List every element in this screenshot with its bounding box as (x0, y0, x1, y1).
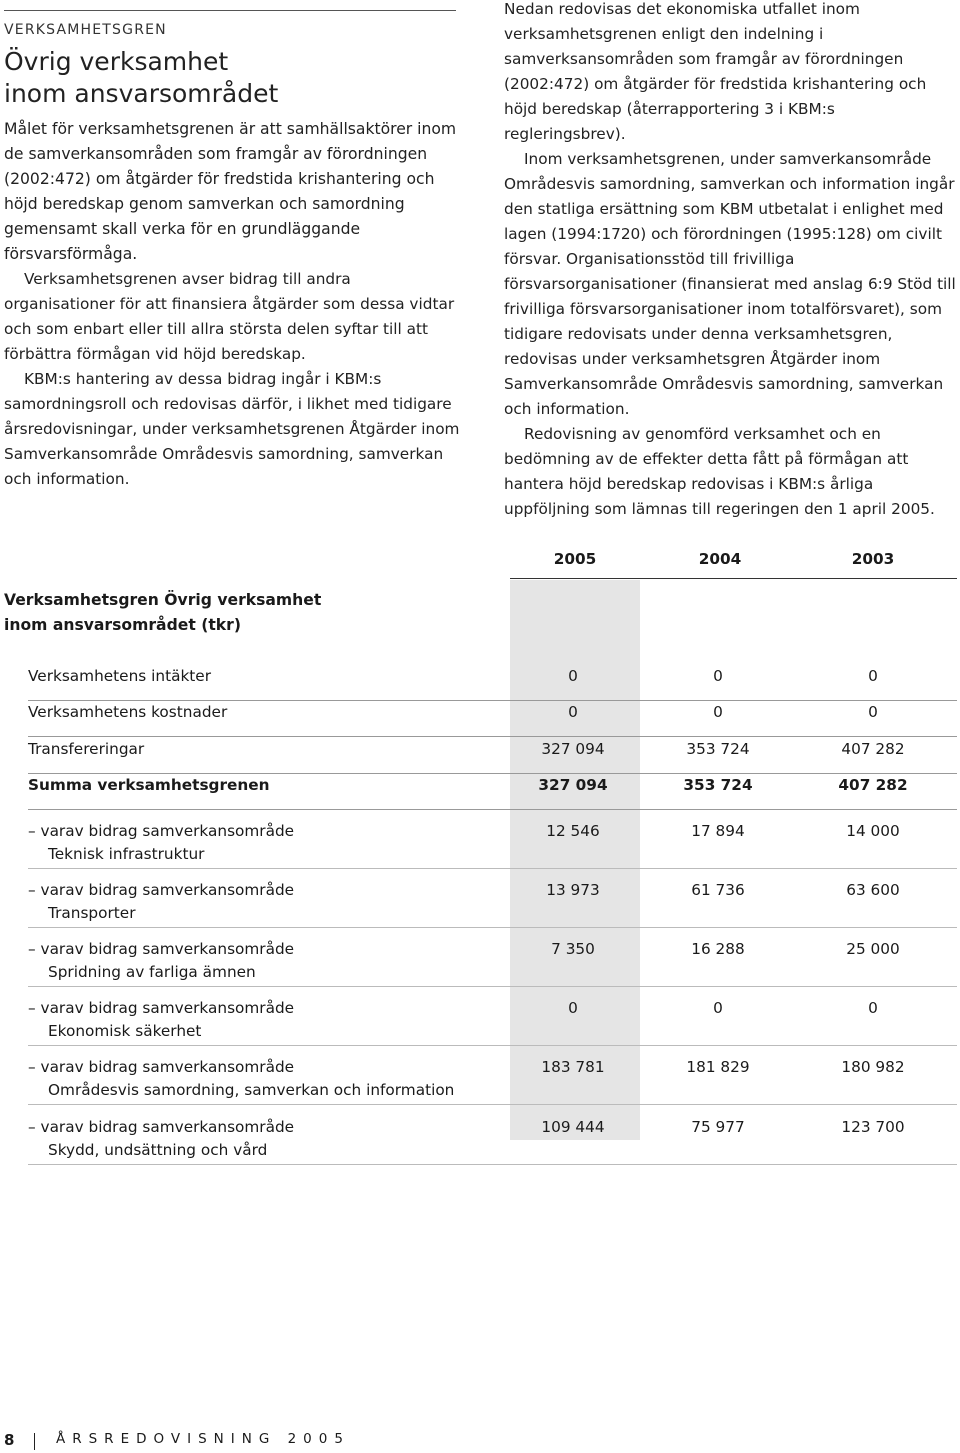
cell-2005: 327 094 (538, 776, 608, 794)
cell-2004: 16 288 (691, 940, 745, 958)
cell-2003: 25 000 (846, 940, 900, 958)
paragraph: Redovisning av genomförd verksamhet och en bedömning av de effekter detta fått på förmågan att hantera höjd beredskap redovisas i KBM:s årliga uppföljning som lämnas till regeringen den 1 april 2005. (504, 425, 935, 518)
table-row (28, 737, 957, 774)
table-row-total (28, 773, 957, 810)
paragraph: Verksamhetsgrenen avser bidrag till andra organisationer för att finansiera åtgärder som dessa vidtar och som enbart eller till allra största delen syftar till att förbättra förmågan vid höjd beredskap. (4, 270, 455, 363)
table-sub-row (28, 1056, 957, 1105)
paragraph: KBM:s hantering av dessa bidrag ingår i KBM:s samordningsroll och redovisas därför, i likhet med tidigare årsredovisningar, under verksamhetsgrenen Åtgärder inom Samverkansområde Områdesvis samordning, samverkan och information. (4, 370, 460, 488)
row-label: Summa verksamhetsgrenen (28, 776, 270, 794)
page-number: 8 (4, 1431, 15, 1449)
cell-2005: 13 973 (546, 881, 600, 899)
cell-2004: 181 829 (686, 1058, 750, 1076)
cell-2003: 0 (868, 999, 878, 1017)
year-header-2003: 2003 (851, 550, 895, 568)
cell-2003: 407 282 (838, 776, 908, 794)
year-header-rule (510, 578, 957, 579)
cell-2005: 0 (568, 703, 578, 721)
year-header-2005: 2005 (553, 550, 597, 568)
footer-title: ÅRSREDOVISNING 2005 (56, 1431, 350, 1447)
sub-row-area: Områdesvis samordning, samverkan och information (48, 1081, 455, 1099)
year-header-2004: 2004 (698, 550, 742, 568)
sub-row-prefix: – varav bidrag samverkansområde (28, 1118, 295, 1136)
cell-2004: 0 (713, 667, 723, 685)
table-sub-row (28, 820, 957, 869)
cell-2005: 183 781 (541, 1058, 605, 1076)
cell-2004: 75 977 (691, 1118, 745, 1136)
section-label: VERKSAMHETSGREN (4, 22, 167, 38)
row-label: Transfereringar (28, 740, 145, 758)
cell-2005: 0 (568, 667, 578, 685)
cell-2005: 109 444 (541, 1118, 605, 1136)
sub-row-prefix: – varav bidrag samverkansområde (28, 1058, 295, 1076)
cell-2004: 353 724 (683, 776, 753, 794)
top-rule (4, 10, 456, 11)
left-column (4, 117, 460, 492)
sub-row-prefix: – varav bidrag samverkansområde (28, 999, 295, 1017)
sub-row-area: Skydd, undsättning och vård (48, 1141, 268, 1159)
table-row (28, 664, 957, 701)
cell-2004: 353 724 (686, 740, 750, 758)
heading-line-2: inom ansvarsområdet (4, 79, 279, 108)
page-heading (4, 46, 464, 110)
cell-2003: 180 982 (841, 1058, 905, 1076)
cell-2004: 0 (713, 999, 723, 1017)
cell-2005: 0 (568, 999, 578, 1017)
cell-2003: 14 000 (846, 822, 900, 840)
intro-paragraph: Målet för verksamhetsgrenen är att samhällsaktörer inom de samverkansområden som framgår av förordningen (2002:472) om åtgärder för fredstida krishantering och höjd beredskap genom samverkan och samordning gemensamt skall verka för en grundläggande försvarsförmåga. (4, 120, 457, 263)
sub-row-area: Spridning av farliga ämnen (48, 963, 256, 981)
table-sub-row (28, 997, 957, 1046)
cell-2004: 61 736 (691, 881, 745, 899)
table-title (4, 588, 321, 638)
row-label: Verksamhetens kostnader (28, 703, 228, 721)
cell-2005: 12 546 (546, 822, 600, 840)
footer-divider (34, 1433, 35, 1450)
heading-line-1: Övrig verksamhet (4, 47, 229, 76)
table-sub-row (28, 1116, 957, 1165)
cell-2003: 0 (868, 703, 878, 721)
sub-row-prefix: – varav bidrag samverkansområde (28, 881, 295, 899)
cell-2004: 0 (713, 703, 723, 721)
cell-2004: 17 894 (691, 822, 745, 840)
paragraph: Inom verksamhetsgrenen, under samverkansområde Områdesvis samordning, samverkan och information ingår den statliga ersättning som KBM utbetalat i enlighet med lagen (1994:1720) och förordningen (1995:128) om civilt försvar. Organisationsstöd till frivilliga försvarsorganisationer (finansierat med anslag 6:9 Stöd till frivilliga försvarsorganisationer inom totalförsvaret), som tidigare redovisats under denna verksamhetsgren, redovisas under verksamhetsgren Åtgärder inom Samverkansområde Områdesvis samordning, samverkan och information. (504, 150, 956, 418)
cell-2003: 63 600 (846, 881, 900, 899)
cell-2003: 407 282 (841, 740, 905, 758)
sub-row-area: Teknisk infrastruktur (48, 845, 205, 863)
sub-row-prefix: – varav bidrag samverkansområde (28, 822, 295, 840)
right-column (504, 0, 956, 522)
sub-row-area: Ekonomisk säkerhet (48, 1022, 202, 1040)
cell-2003: 123 700 (841, 1118, 905, 1136)
row-label: Verksamhetens intäkter (28, 667, 211, 685)
sub-row-prefix: – varav bidrag samverkansområde (28, 940, 295, 958)
cell-2005: 327 094 (541, 740, 605, 758)
table-title-line-1: Verksamhetsgren Övrig verksamhet (4, 591, 322, 609)
cell-2005: 7 350 (551, 940, 595, 958)
cell-2003: 0 (868, 667, 878, 685)
paragraph: Nedan redovisas det ekonomiska utfallet inom verksamhetsgrenen enligt den indelning i samverksansområden som framgår av förordningen (2002:472) om åtgärder för fredstida krishantering och höjd beredskap (återrapportering 3 i KBM:s regleringsbrev). (504, 0, 927, 143)
table-sub-row (28, 938, 957, 987)
sub-row-area: Transporter (48, 904, 136, 922)
table-sub-row (28, 879, 957, 928)
table-row (28, 700, 957, 737)
table-title-line-2: inom ansvarsområdet (tkr) (4, 616, 241, 634)
